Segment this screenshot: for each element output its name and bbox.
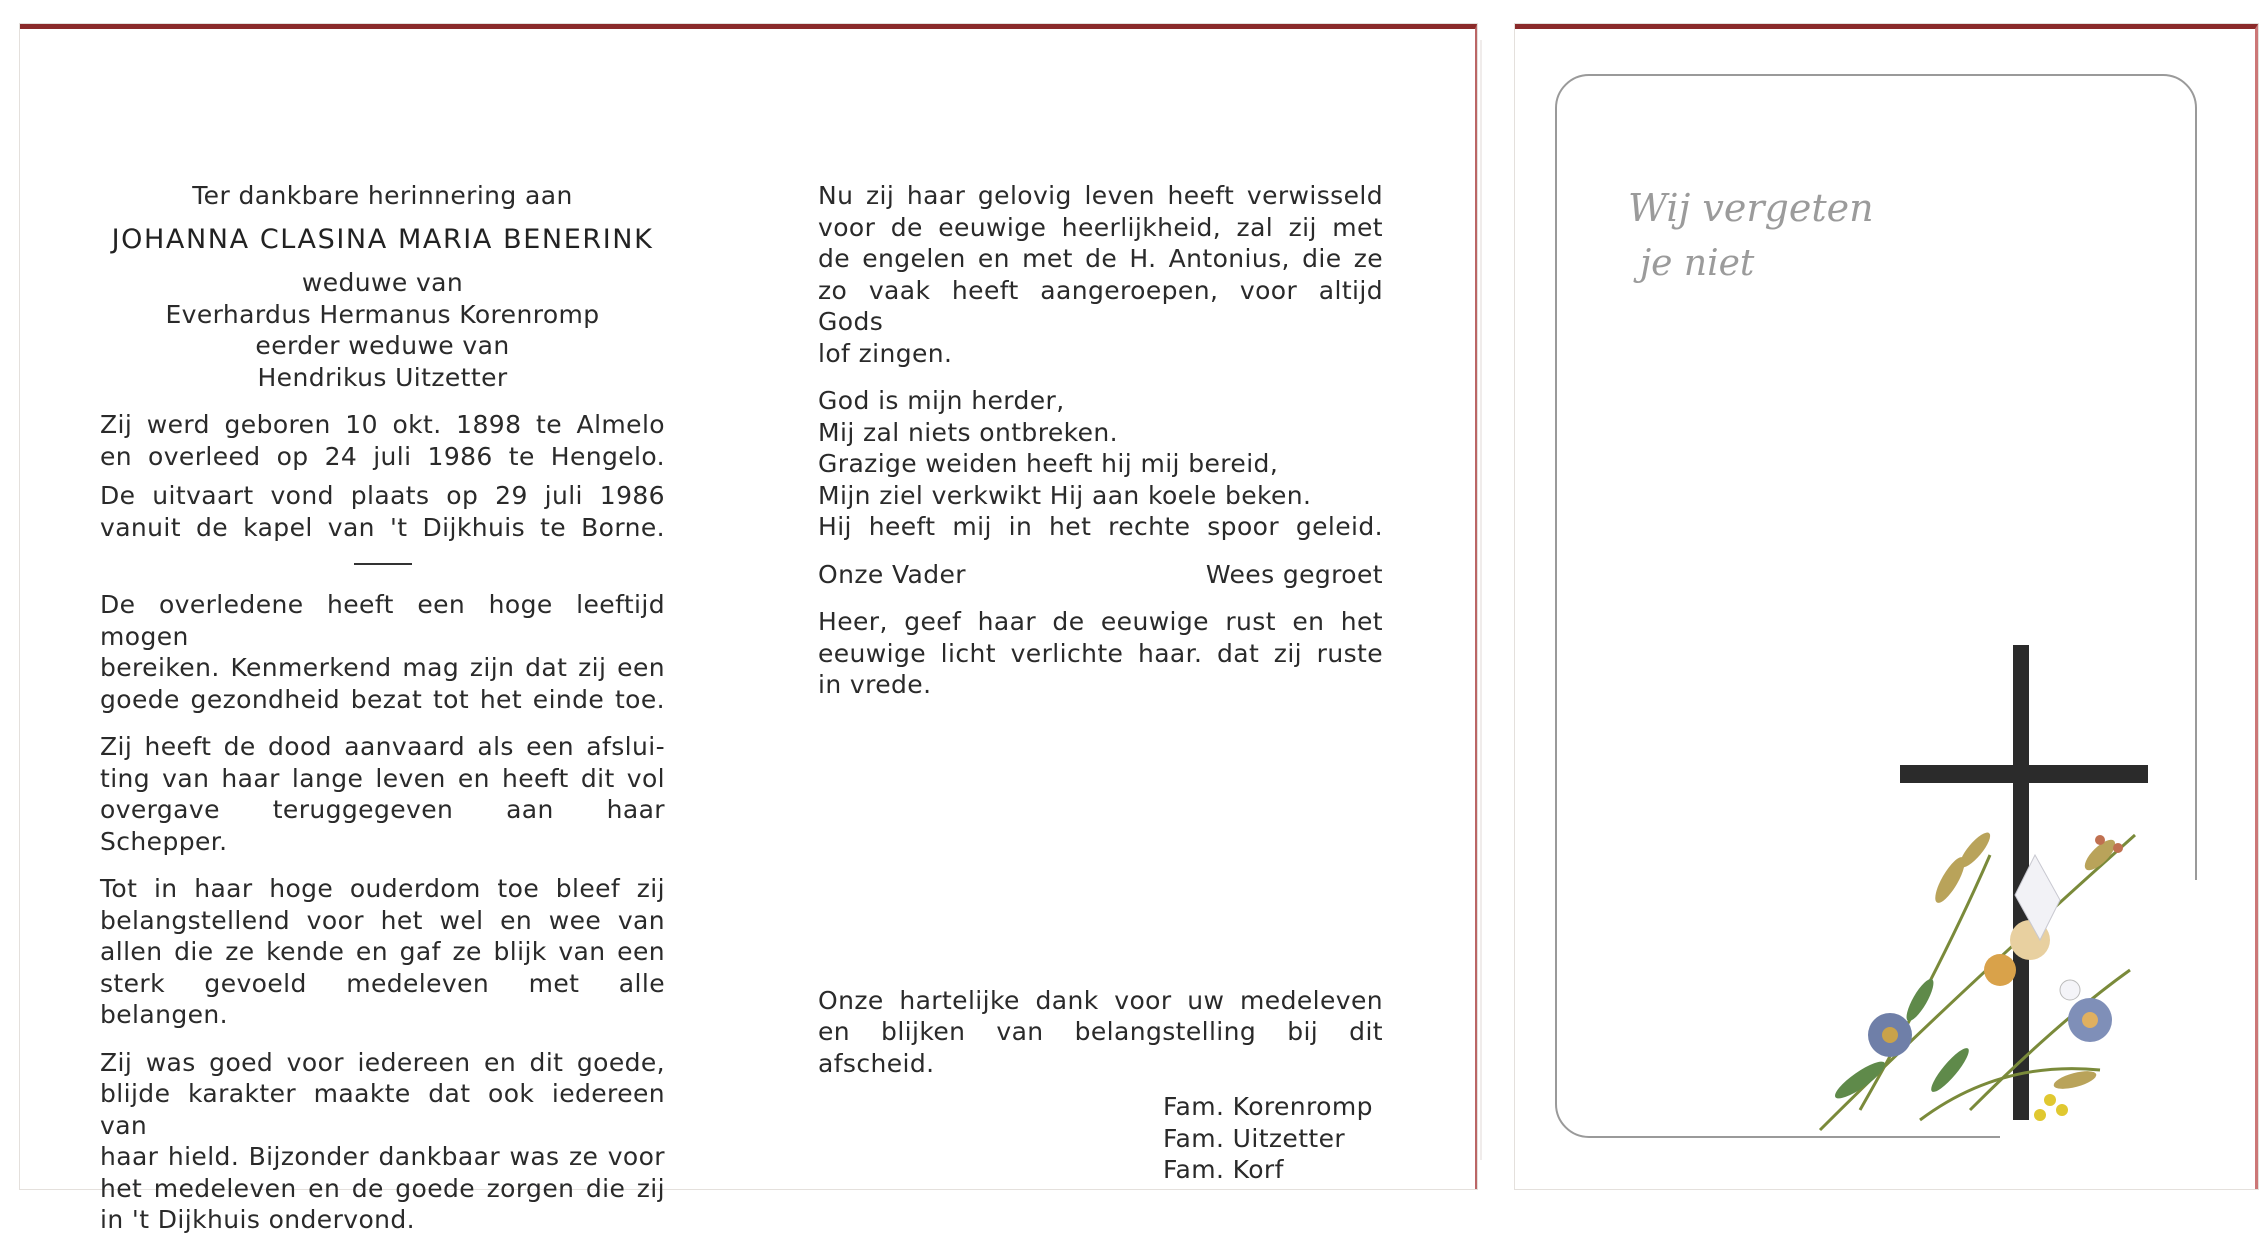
- text-line: in 't Dijkhuis ondervond.: [100, 1205, 416, 1234]
- blessing: [818, 606, 1383, 701]
- text-line: lof zingen.: [818, 338, 953, 368]
- text-line: het medeleven en de goede zorgen die zij: [100, 1173, 665, 1203]
- text-line: Zij was goed voor iedereen en dit goede,: [100, 1047, 665, 1077]
- text-line: ting van haar lange leven en heeft dit vol: [100, 763, 665, 793]
- signature-line: Fam. Uitzetter: [1163, 1123, 1346, 1153]
- psalm: [818, 385, 1383, 543]
- text-line: sterk gevoeld medeleven met alle belangen.: [100, 968, 665, 1029]
- deceased-name: JOHANNA CLASINA MARIA BENERINK: [111, 223, 654, 255]
- paragraph: [100, 589, 665, 715]
- text-line: haar hield. Bijzonder dankbaar was ze voor: [100, 1142, 665, 1171]
- text-line: eeuwige licht verlichte haar. dat zij ruste: [818, 638, 1383, 668]
- right-column: [818, 180, 1383, 1186]
- prayer-hail-mary: Wees gegroet: [1205, 559, 1383, 589]
- text-line: Hij heeft mij in het rechte spoor geleid.: [818, 512, 1383, 541]
- intro-text: Ter dankbare herinnering aan: [192, 181, 573, 210]
- divider: [354, 563, 412, 565]
- text-line: De overledene heeft een hoge leeftijd mogen: [100, 590, 665, 651]
- text-line: bereiken. Kenmerkend mag zijn dat zij een: [100, 653, 665, 682]
- signature-line: Fam. Korenromp: [1163, 1092, 1373, 1121]
- text-line: Tot in haar hoge ouderdom toe bleef zij: [100, 874, 665, 903]
- cross-with-flowers-icon: [1800, 640, 2160, 1160]
- text-line: Nu zij haar gelovig leven heeft verwisseld: [818, 181, 1383, 210]
- paragraph: [100, 873, 665, 1031]
- text-line: Heer, geef haar de eeuwige rust en het: [818, 607, 1383, 636]
- text-line: Grazige weiden heeft hij mij bereid,: [818, 449, 1279, 478]
- text-line: zo vaak heeft aangeroepen, voor altijd Gods: [818, 275, 1383, 336]
- motto-line-1: Wij vergeten: [1628, 186, 1874, 230]
- text-line: in vrede.: [818, 670, 932, 699]
- signatures: [818, 1091, 1383, 1186]
- frame-gap: [2170, 880, 2210, 1120]
- prayers-row: [818, 559, 1383, 591]
- paragraph: [100, 1047, 665, 1236]
- text-line: Zij werd geboren 10 okt. 1898 te Almelo: [100, 410, 665, 439]
- husband-2: Hendrikus Uitzetter: [257, 362, 508, 392]
- husband-1: Everhardus Hermanus Korenromp: [165, 299, 600, 329]
- cover-motto: [1628, 180, 1874, 292]
- text-line: en overleed op 24 juli 1986 te Hengelo.: [100, 441, 665, 471]
- flower-stems: [1820, 835, 2135, 1130]
- text-line: blijde karakter maakte dat ook iedereen van: [100, 1079, 665, 1140]
- thanks: [818, 985, 1383, 1080]
- text-line: vanuit de kapel van 't Dijkhuis te Borne.: [100, 512, 665, 542]
- text-line: Mijn ziel verkwikt Hij aan koele beken.: [818, 480, 1312, 510]
- motto-line-2: je niet: [1640, 243, 1755, 284]
- birth-death-block: [100, 409, 665, 472]
- text-line: de engelen en met de H. Antonius, die ze: [818, 244, 1383, 273]
- signature-line: Fam. Korf: [1163, 1155, 1284, 1184]
- left-column: [100, 180, 665, 1236]
- opening-paragraph: [818, 180, 1383, 369]
- widow-label-1: weduwe van: [301, 268, 464, 297]
- funeral-block: [100, 480, 665, 543]
- text-line: belangstellend voor het wel en wee van: [100, 905, 665, 935]
- text-line: Onze hartelijke dank voor uw medeleven: [818, 985, 1383, 1015]
- cross-beam: [1900, 765, 2148, 783]
- paragraph: [100, 731, 665, 857]
- fold-line: [1480, 40, 1482, 1160]
- text-line: Zij heeft de dood aanvaard als een afslui-: [100, 732, 665, 761]
- text-line: God is mijn herder,: [818, 386, 1065, 415]
- text-line: allen die ze kende en gaf ze blijk van een: [100, 937, 665, 966]
- text-line: voor de eeuwige heerlijkheid, zal zij met: [818, 212, 1383, 242]
- text-line: overgave teruggegeven aan haar Schepper.: [100, 795, 665, 856]
- widow-label-2: eerder weduwe van: [255, 331, 510, 360]
- prayer-our-father: Onze Vader: [818, 559, 966, 589]
- text-line: goede gezondheid bezat tot het einde toe.: [100, 684, 665, 714]
- text-line: Mij zal niets ontbreken.: [818, 417, 1118, 447]
- text-line: De uitvaart vond plaats op 29 juli 1986: [100, 481, 665, 510]
- text-line: en blijken van belangstelling bij dit afscheid.: [818, 1017, 1383, 1078]
